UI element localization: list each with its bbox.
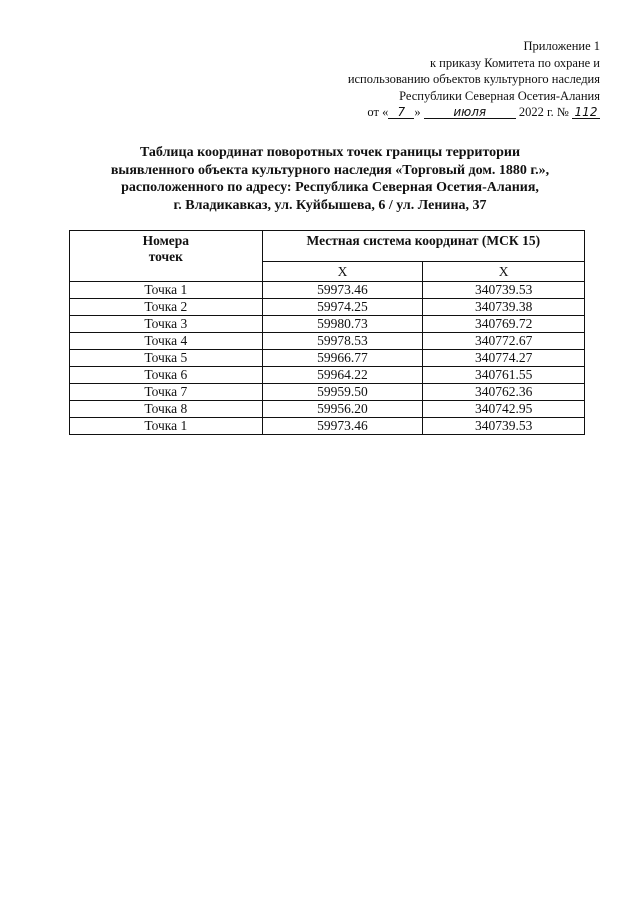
y-coordinate-cell: 340739.38 (423, 299, 585, 316)
y-coordinate-cell: 340762.36 (423, 384, 585, 401)
point-cell: Точка 7 (70, 384, 263, 401)
title-line-2: выявленного объекта культурного наследия «Торговый дом. 1880 г.», (110, 162, 550, 178)
point-cell: Точка 1 (70, 282, 263, 299)
table-row (70, 282, 585, 299)
subheader-y: X (423, 262, 585, 282)
appendix-header (280, 38, 600, 121)
order-month: июля (424, 106, 516, 119)
table-row (70, 333, 585, 350)
order-number: 112 (572, 106, 600, 119)
point-cell: Точка 1 (70, 418, 263, 435)
appendix-line-2: к приказу Комитета по охране и (429, 55, 600, 70)
y-coordinate-cell: 340739.53 (423, 418, 585, 435)
coordinates-table-body (70, 282, 585, 435)
point-cell: Точка 2 (70, 299, 263, 316)
coordinates-table (69, 230, 585, 435)
x-coordinate-cell: 59959.50 (262, 384, 423, 401)
order-year: 2022 г. № (518, 105, 569, 119)
x-coordinate-cell: 59973.46 (262, 418, 423, 435)
appendix-line-1: Приложение 1 (523, 39, 600, 53)
y-coordinate-cell: 340739.53 (423, 282, 585, 299)
table-row (70, 299, 585, 316)
appendix-line-3: использованию объектов культурного наследия (347, 72, 600, 86)
document-title (60, 144, 600, 214)
header-coordinate-system: Местная система координат (МСК 15) (262, 231, 584, 262)
x-coordinate-cell: 59966.77 (262, 350, 423, 367)
date-mid: » (414, 105, 421, 119)
x-coordinate-cell: 59956.20 (262, 401, 423, 418)
title-line-1: Таблица координат поворотных точек границы территории (139, 145, 521, 160)
table-row (70, 401, 585, 418)
title-line-3: расположенного по адресу: Республика Северная Осетия-Алания, (121, 180, 539, 195)
y-coordinate-cell: 340772.67 (423, 333, 585, 350)
table-row (70, 350, 585, 367)
subheader-x: X (262, 262, 423, 282)
table-row (70, 418, 585, 435)
x-coordinate-cell: 59964.22 (262, 367, 423, 384)
header-point-numbers-text: Номера точек (142, 233, 190, 264)
point-cell: Точка 4 (70, 333, 263, 350)
point-cell: Точка 3 (70, 316, 263, 333)
header-point-numbers (70, 231, 263, 282)
x-coordinate-cell: 59980.73 (262, 316, 423, 333)
order-date-line (280, 104, 600, 121)
table-row (70, 367, 585, 384)
point-cell: Точка 8 (70, 401, 263, 418)
y-coordinate-cell: 340761.55 (423, 367, 585, 384)
title-line-4: г. Владикавказ, ул. Куйбышева, 6 / ул. Ленина, 37 (173, 197, 487, 213)
y-coordinate-cell: 340774.27 (423, 350, 585, 367)
point-cell: Точка 5 (70, 350, 263, 367)
order-day: 7 (388, 106, 414, 119)
table-row (70, 316, 585, 333)
table-row (70, 384, 585, 401)
point-cell: Точка 6 (70, 367, 263, 384)
x-coordinate-cell: 59974.25 (262, 299, 423, 316)
date-prefix: от « (367, 105, 389, 119)
y-coordinate-cell: 340742.95 (423, 401, 585, 418)
y-coordinate-cell: 340769.72 (423, 316, 585, 333)
x-coordinate-cell: 59978.53 (262, 333, 423, 350)
x-coordinate-cell: 59973.46 (262, 282, 423, 299)
appendix-line-4: Республики Северная Осетия-Алания (399, 88, 600, 103)
